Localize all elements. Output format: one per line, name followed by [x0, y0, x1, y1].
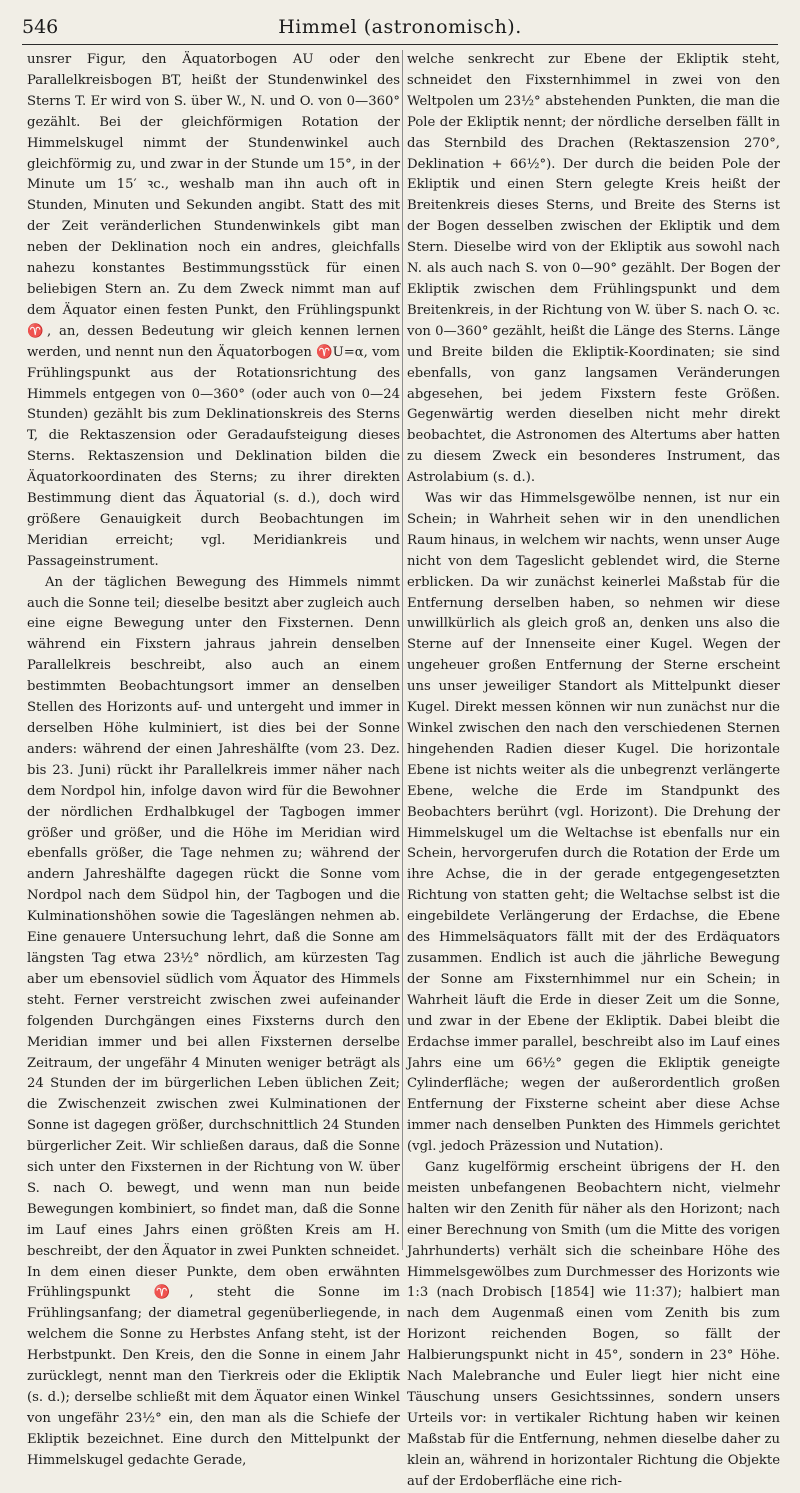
paragraph: unsrer Figur, den Äquatorbogen AU oder den Parallelkreisbogen BT, heißt der Stundenwinkel des Sterns T. Er wird von S. über W., N. und O. von 0—360° gezählt. Bei der gleichförmigen Rotation der Himmelskugel nimmt der Stundenwinkel auch gleichförmig zu, und zwar in der Stunde um 15°, in der Minute um 15′ ꝛc., weshalb man ihn auch oft in Stunden, Minuten und Sekunden angibt. Statt des mit der Zeit veränderlichen Stundenwinkels gibt man neben der Deklination noch ein andres, gleichfalls nahezu konstantes Bestimmungsstück für einen beliebigen Stern an. Zu dem Zweck nimmt man auf dem Äquator einen festen Punkt, den Frühlingspunkt ♈, an, dessen Bedeutung wir gleich kennen lernen werden, und nennt nun den Äquatorbogen ♈U=α, vom Frühlingspunkt aus der Rotationsrichtung des Himmels entgegen von 0—360° (oder auch von 0—24 Stunden) gezählt bis zum Deklinationskreis des Sterns T, die Rektaszension oder Geradaufsteigung dieses Sterns. Rektaszension und Deklination bilden die Äquatorkoordinaten des Sterns; zu ihrer direkten Bestimmung dient das Äquatorial (s. d.), doch wird größere Genauigkeit durch Beobachtungen im Meridian erreicht; vgl. Meridiankreis und Passageinstrument.	[27, 52, 400, 569]
page-number: 546	[22, 16, 59, 38]
column-divider	[402, 50, 403, 1250]
paragraph: An der täglichen Bewegung des Himmels nimmt auch die Sonne teil; dieselbe besitzt aber zugleich auch eine eigne Bewegung unter den Fixsternen. Denn während ein Fixstern jahraus jahrein denselben Parallelkreis beschreibt, also auch an einem bestimmten Beobachtungsort immer an denselben Stellen des Horizonts auf- und untergeht und immer in derselben Höhe kulminiert, ist dies bei der Sonne anders: während der einen Jahreshälfte (vom 23. Dez. bis 23. Juni) rückt ihr Parallelkreis immer näher nach dem Nordpol hin, infolge davon wird für die Bewohner der nördlichen Erdhalbkugel der Tagbogen immer größer und größer, und die Höhe im Meridian wird ebenfalls größer, die Tage nehmen zu; während der andern Jahreshälfte dagegen rückt die Sonne vom Nordpol nach dem Südpol hin, der Tagbogen und die Kulminationshöhen sowie die Tageslängen nehmen ab. Eine genauere Untersuchung lehrt, daß die Sonne am längsten Tag etwa 23½° nördlich, am kürzesten Tag aber um ebensoviel südlich vom Äquator des Himmels steht. Ferner verstreicht zwischen zwei aufeinander folgenden Durchgängen eines Fixsterns durch den Meridian immer und bei allen Fixsternen derselbe Zeitraum, der ungefähr 4 Minuten weniger beträgt als 24 Stunden der im bürgerlichen Leben üblichen Zeit; die Zwischenzeit zwischen zwei Kulminationen der Sonne ist dagegen größer, durchschnittlich 24 Stunden bürgerlicher Zeit. Wir schließen daraus, daß die Sonne sich unter den Fixsternen in der Richtung von W. über S. nach O. bewegt, und wenn man nun beide Bewegungen kombiniert, so findet man, daß die Sonne im Lauf eines Jahrs einen größten Kreis am H. beschreibt, der den Äquator in zwei Punkten schneidet. In dem einen dieser Punkte, dem oben erwähnten Frühlingspunkt ♈, steht die Sonne im Frühlingsanfang; der diametral gegenüberliegende, in welchem die Sonne zu Herbstes Anfang steht, ist der Herbstpunkt. Den Kreis, den die Sonne in einem Jahr zurücklegt, nennt man den Tierkreis oder die Ekliptik (s. d.); derselbe schließt mit dem Äquator einen Winkel von ungefähr 23½° ein, den man als die Schiefe der Ekliptik bezeichnet. Eine durch den Mittelpunkt der Himmelskugel gedachte Gerade,	[27, 574, 400, 1468]
paragraph: Was wir das Himmelsgewölbe nennen, ist nur ein Schein; in Wahrheit sehen wir in den unendlichen Raum hinaus, in welchem wir nachts, wenn unser Auge nicht von dem Tageslicht geblendet wird, die Sterne erblicken. Da wir zunächst keinerlei Maßstab für die Entfernung derselben haben, so nehmen wir diese unwillkürlich als gleich groß an, denken uns also die Sterne auf der Innenseite einer Kugel. Wegen der ungeheuer großen Entfernung der Sterne erscheint uns unser jeweiliger Standort als Mittelpunkt dieser Kugel. Direkt messen können wir nun zunächst nur die Winkel zwischen den nach den verschiedenen Sternen hingehenden Radien dieser Kugel. Die horizontale Ebene ist nichts weiter als die unbegrenzt verlängerte Ebene, welche die Erde im Standpunkt des Beobachters berührt (vgl. Horizont). Die Drehung der Himmelskugel um die Weltachse ist ebenfalls nur ein Schein, hervorgerufen durch die Rotation der Erde um ihre Achse, die in der gerade entgegengesetzten Richtung von statten geht; die Weltachse selbst ist die eingebildete Verlängerung der Erdachse, die Ebene des Himmelsäquators fällt mit der des Erdäquators zusammen. Endlich ist auch die jährliche Bewegung der Sonne am Fixsternhimmel nur ein Schein; in Wahrheit läuft die Erde in dieser Zeit um die Sonne, und zwar in der Ebene der Ekliptik. Dabei bleibt die Erdachse immer parallel, beschreibt also im Lauf eines Jahrs eine um 66½° gegen die Ekliptik geneigte Cylinderfläche; wegen der außerordentlich großen Entfernung der Fixsterne scheint aber diese Achse immer nach denselben Punkten des Himmels gerichtet (vgl. jedoch Präzession und Nutation).	[407, 491, 780, 1155]
left-column	[27, 50, 400, 1468]
paragraph: welche senkrecht zur Ebene der Ekliptik steht, schneidet den Fixsternhimmel in zwei von den Weltpolen um 23½° abstehenden Punkten, die man die Pole der Ekliptik nennt; der nördliche derselben fällt in das Sternbild des Drachen (Rektaszension 270°, Deklination + 66½°). Der durch die beiden Pole der Ekliptik und einen Stern gelegte Kreis heißt der Breitenkreis dieses Sterns, und Breite des Sterns ist der Bogen desselben zwischen der Ekliptik und dem Stern. Dieselbe wird von der Ekliptik aus sowohl nach N. als auch nach S. von 0—90° gezählt. Der Bogen der Ekliptik zwischen dem Frühlingspunkt und dem Breitenkreis, in der Richtung von W. über S. nach O. ꝛc. von 0—360° gezählt, heißt die Länge des Sterns. Länge und Breite bilden die Ekliptik-Koordinaten; sie sind ebenfalls, von ganz langsamen Veränderungen abgesehen, bei jedem Fixstern feste Größen. Gegenwärtig werden dieselben nicht mehr direkt beobachtet, die Astronomen des Altertums aber hatten zu diesem Zweck ein besonderes Instrument, das Astrolabium (s. d.).	[407, 52, 780, 486]
right-column	[407, 50, 780, 1489]
paragraph: Ganz kugelförmig erscheint übrigens der H. den meisten unbefangenen Beobachtern nicht, vielmehr halten wir den Zenith für näher als den Horizont; nach einer Berechnung von Smith (um die Mitte des vorigen Jahrhunderts) verhält sich die scheinbare Höhe des Himmelsgewölbes zum Durchmesser des Horizonts wie 1:3 (nach Drobisch [1854] wie 11:37); halbiert man nach dem Augenmaß einen vom Zenith bis zum Horizont reichenden Bogen, so fällt der Halbierungspunkt nicht in 45°, sondern in 23° Höhe. Nach Malebranche und Euler liegt hier nicht eine Täuschung unsers Gesichtssinnes, sondern unsers Urteils vor: in vertikaler Richtung haben wir keinen Maßstab für die Entfernung, nehmen dieselbe daher zu klein an, während in horizontaler Richtung die Objekte auf der Erdoberfläche eine rich-	[407, 1160, 780, 1489]
page-header	[22, 12, 778, 42]
header-rule	[22, 44, 778, 45]
running-title: Himmel (astronomisch).	[278, 16, 522, 38]
